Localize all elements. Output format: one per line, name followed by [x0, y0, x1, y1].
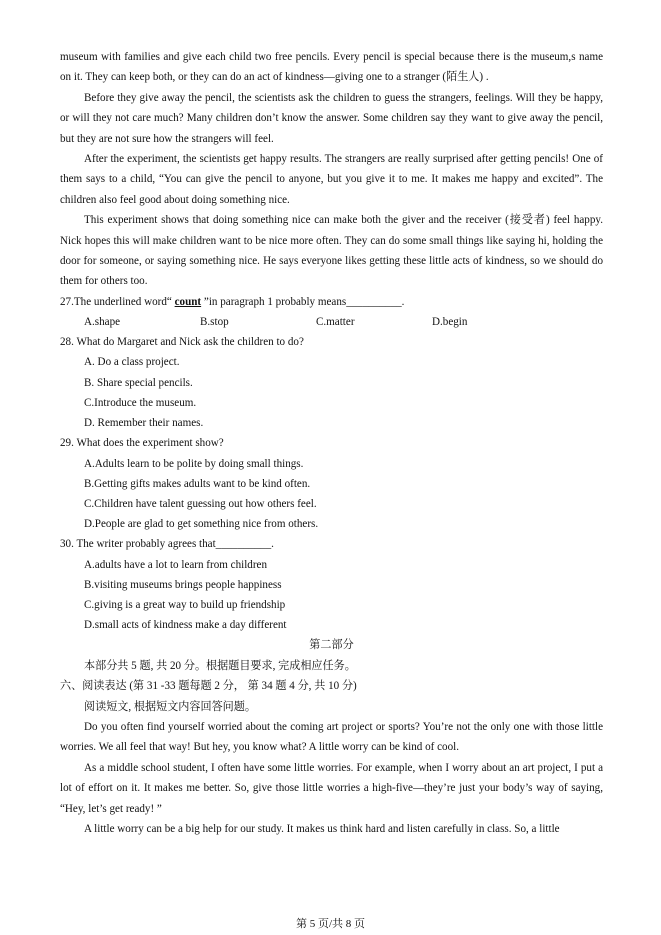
question-27-options	[84, 312, 603, 332]
reading-paragraph-2: As a middle school student, I often have some little worries. For example, when I worry about an art project, I put a lot of effort on it. It makes me better. So, give those little worries a high-five—they’re just your body’s way of saying, “Hey, let’s get ready! ”	[60, 761, 603, 815]
passage-paragraph-2: Before they give away the pencil, the scientists ask the children to guess the strangers, feelings. Will they be happy, or will they not care much? Many children don’t know the answer. Some children say they want to give away the pencil, but they are not sure how the strangers will feel.	[60, 91, 603, 145]
question-27-prefix: 27.The underlined word“	[60, 295, 175, 308]
option-b: B.stop	[200, 316, 229, 329]
option-c: C.Introduce the museum.	[84, 396, 197, 409]
option-b: B.Getting gifts makes adults want to be kind often.	[84, 477, 311, 490]
option-a: A.Adults learn to be polite by doing small things.	[84, 457, 304, 470]
page-content	[60, 47, 603, 839]
question-28-stem: 28. What do Margaret and Nick ask the children to do?	[60, 336, 304, 349]
part-2-intro: 本部分共 5 题, 共 20 分。根据题目要求, 完成相应任务。	[84, 659, 356, 672]
question-29-stem: 29. What does the experiment show?	[60, 437, 224, 450]
question-30-stem: 30. The writer probably agrees that__________.	[60, 538, 274, 551]
passage-paragraph-3: After the experiment, the scientists get happy results. The strangers are really surprised after getting pencils! One of them says to a child, “You can give the pencil to anyone, but you give it to me. It makes me happy and excited”. The children also feel good about doing something nice.	[60, 153, 603, 206]
option-c: C.matter	[316, 316, 355, 329]
option-a: A.shape	[84, 316, 121, 329]
option-d: D.People are glad to get something nice from others.	[84, 518, 319, 531]
part-2-heading: 第二部分	[309, 639, 354, 652]
passage-paragraph-4: This experiment shows that doing something nice can make both the giver and the receiver (接受者) feel happy. Nick hopes this will make children want to be nice more often. They can do some small things like saying hi, holding the door for someone, or saying something nice. He says everyone likes getting these little acts of kindness, so we should do them for others too.	[60, 214, 603, 288]
option-b: B.visiting museums brings people happiness	[84, 578, 282, 591]
passage-paragraph-1: museum with families and give each child two free pencils. Every pencil is special because there is the museum,s name on it. They can keep both, or they can do an act of kindness—giving one to a stranger (陌生人) .	[60, 51, 603, 84]
question-27-stem	[60, 292, 603, 312]
option-b: B. Share special pencils.	[84, 376, 193, 389]
option-d: D. Remember their names.	[84, 417, 204, 430]
section-6-heading: 六、阅读表达 (第 31 -33 题每题 2 分， 第 34 题 4 分, 共 10 分)	[60, 680, 357, 693]
reading-paragraph-1: Do you often find yourself worried about the coming art project or sports? You’re not the only one with those little worries. We all feel that way! But hey, you know what? A little worry can be kind of cool.	[60, 720, 603, 754]
option-c: C.Children have talent guessing out how others feel.	[84, 497, 317, 510]
option-d: D.begin	[432, 316, 468, 329]
reading-paragraph-3: A little worry can be a big help for our study. It makes us think hard and listen carefully in class. So, a little	[84, 822, 560, 835]
option-c: C.giving is a great way to build up friendship	[84, 598, 286, 611]
option-a: A. Do a class project.	[84, 356, 180, 369]
underlined-word: count	[174, 295, 202, 308]
reading-instruction: 阅读短文, 根据短文内容回答问题。	[84, 700, 256, 713]
page-number: 第 5 页/共 8 页	[295, 918, 366, 930]
option-d: D.small acts of kindness make a day different	[84, 619, 287, 632]
option-a: A.adults have a lot to learn from children	[84, 558, 267, 571]
question-27-suffix: ”in paragraph 1 probably means__________.	[201, 295, 405, 308]
